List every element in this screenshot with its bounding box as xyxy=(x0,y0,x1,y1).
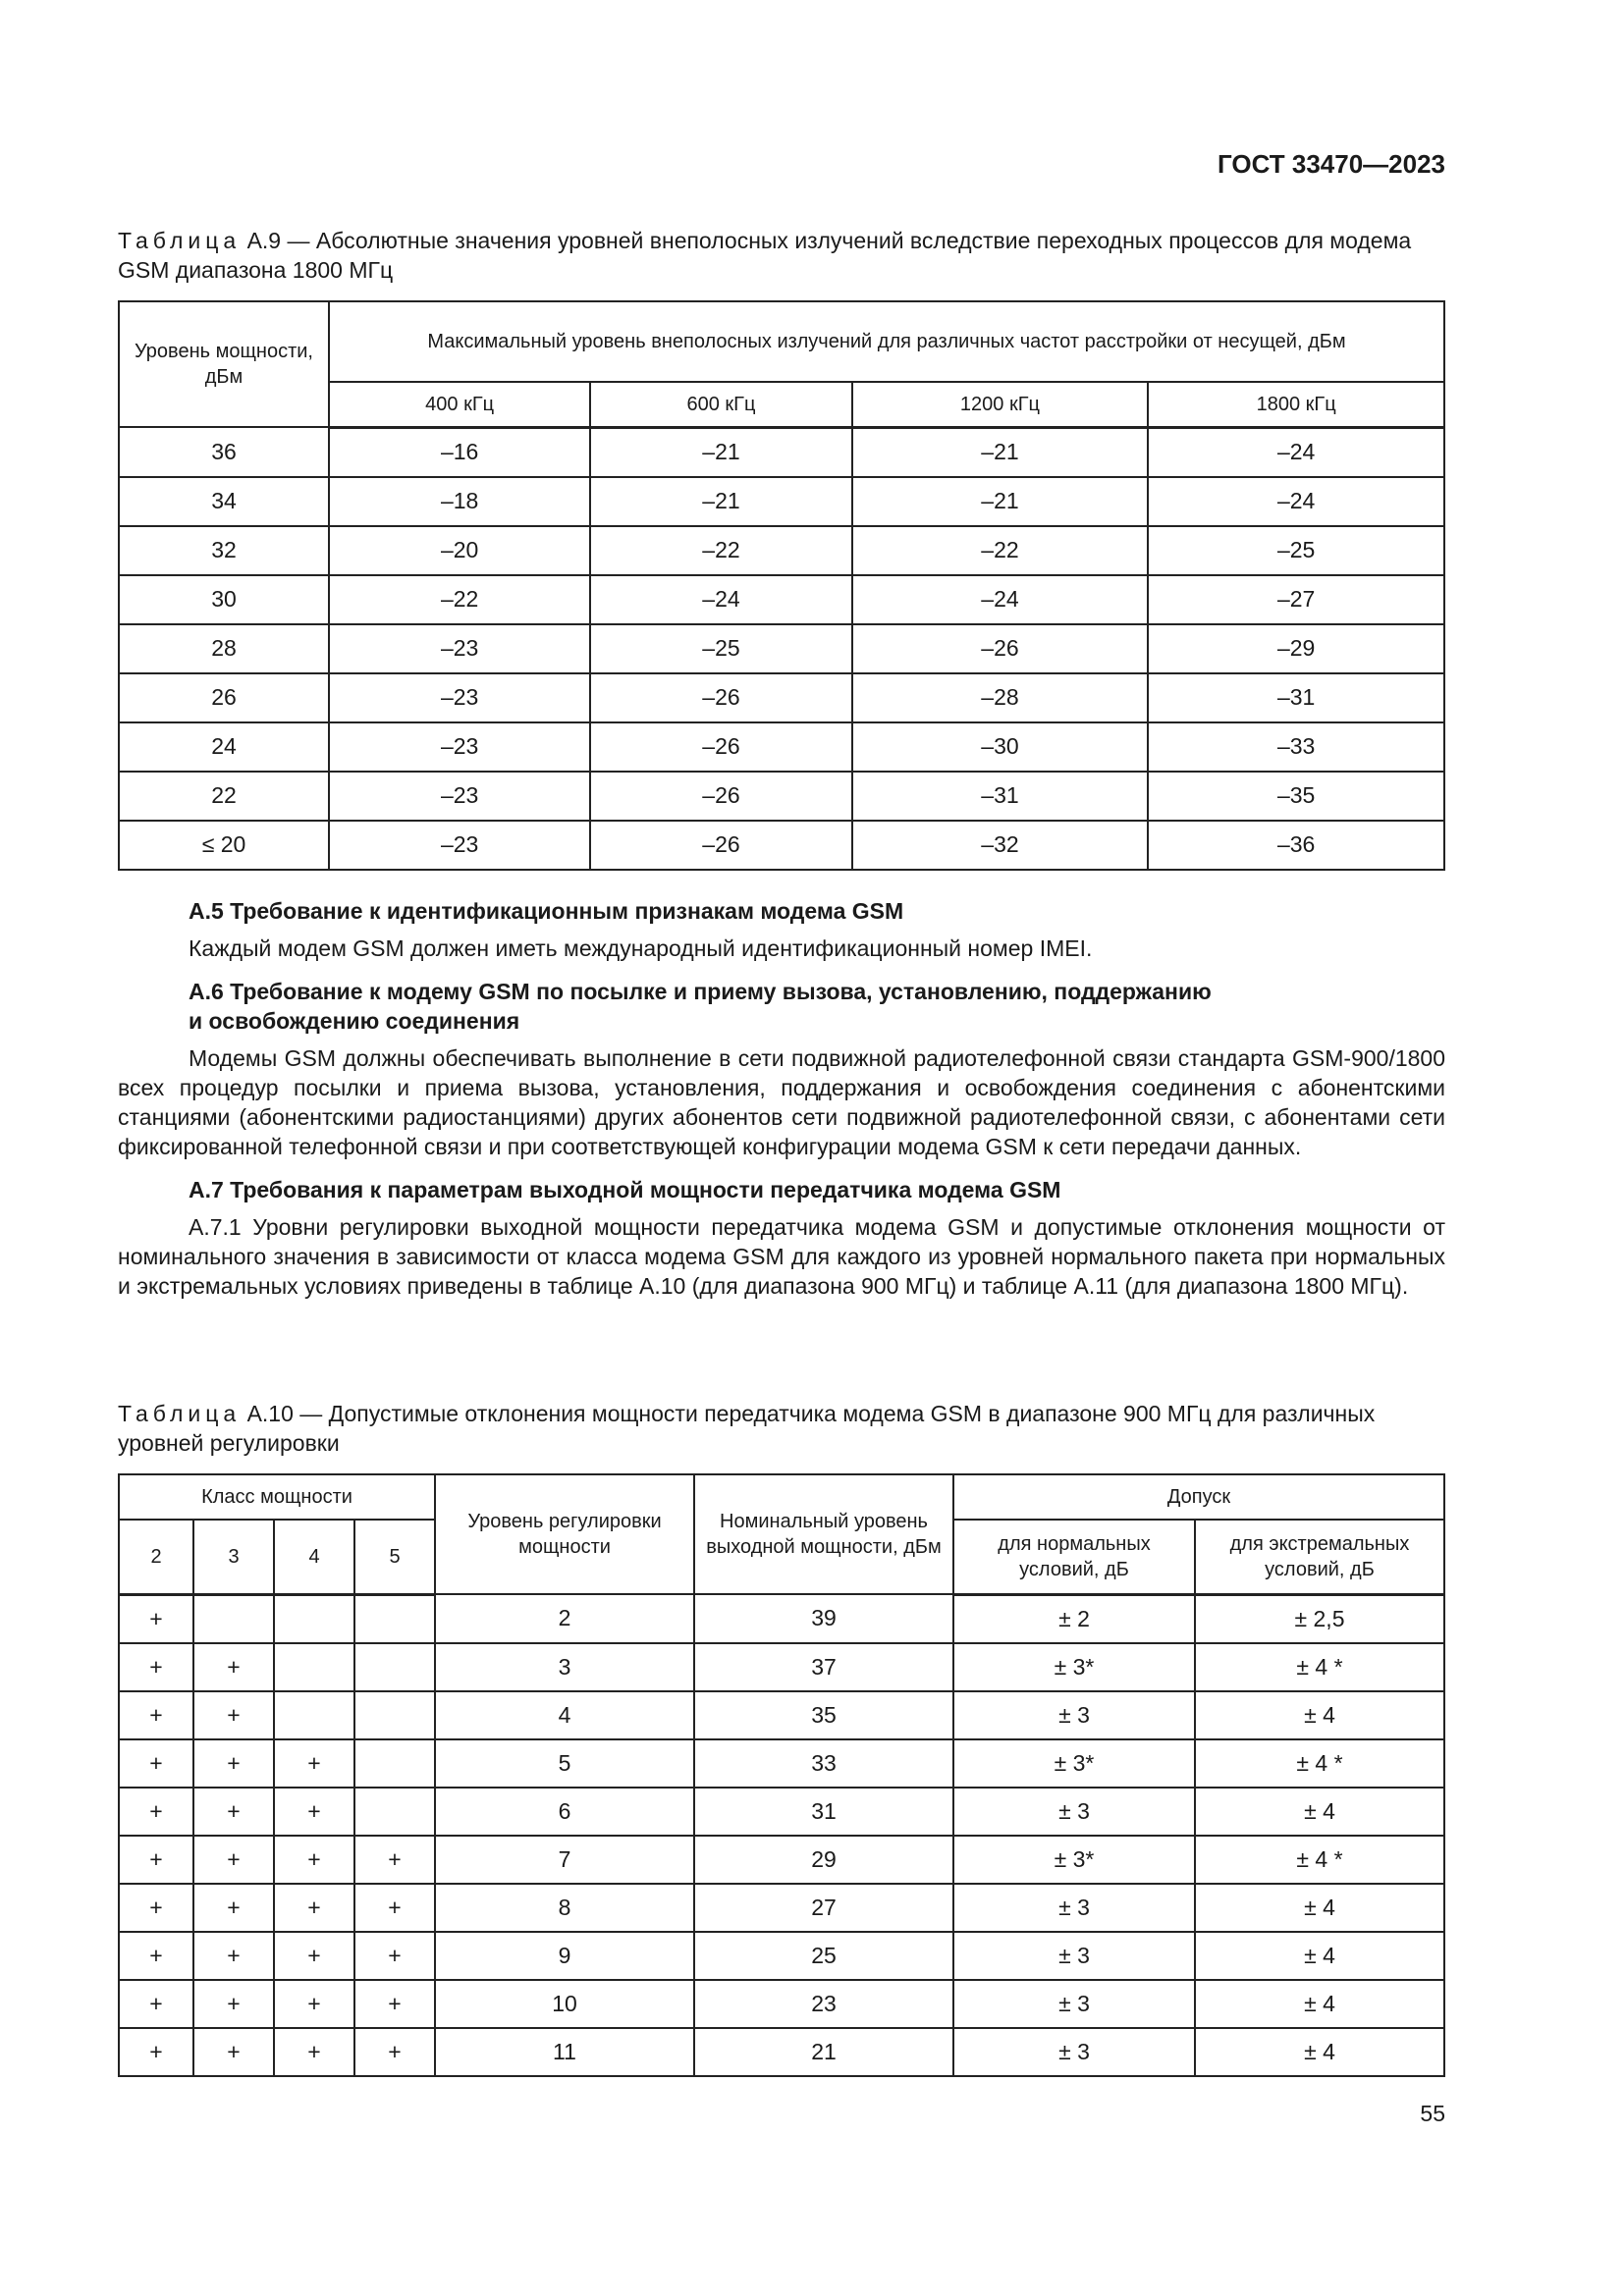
table-cell: + xyxy=(119,1594,193,1643)
table-row xyxy=(119,722,1444,772)
table-cell xyxy=(193,1594,274,1643)
table-cell: –23 xyxy=(329,624,590,673)
table-row xyxy=(119,624,1444,673)
table-cell: –16 xyxy=(329,427,590,477)
table-cell: ± 3 xyxy=(953,2028,1195,2076)
table-cell: ± 3* xyxy=(953,1836,1195,1884)
table-cell: –29 xyxy=(1148,624,1444,673)
table-cell: 9 xyxy=(435,1932,694,1980)
table-cell: 3 xyxy=(435,1643,694,1691)
table-cell: + xyxy=(274,2028,354,2076)
table-cell: 25 xyxy=(694,1932,953,1980)
table-cell: 36 xyxy=(119,427,329,477)
table-cell: + xyxy=(119,1691,193,1739)
table-cell: + xyxy=(119,1643,193,1691)
sections xyxy=(118,896,1445,1301)
table-cell: 30 xyxy=(119,575,329,624)
table-cell: –32 xyxy=(852,821,1149,870)
table-cell: + xyxy=(193,1691,274,1739)
table-cell: –31 xyxy=(1148,673,1444,722)
table-row xyxy=(119,1932,1444,1980)
table-cell: ± 2 xyxy=(953,1594,1195,1643)
section-a6-title-line1: А.6 Требование к модему GSM по посылке и приему вызова, установлению, поддержанию xyxy=(189,979,1212,1004)
table-row xyxy=(119,526,1444,575)
table-cell: –26 xyxy=(590,772,851,821)
table-cell: + xyxy=(193,2028,274,2076)
table-cell: ± 3 xyxy=(953,1788,1195,1836)
table-cell: ± 3* xyxy=(953,1739,1195,1788)
table-row xyxy=(119,1643,1444,1691)
table-cell: 39 xyxy=(694,1594,953,1643)
table-row xyxy=(119,1884,1444,1932)
table-cell: + xyxy=(354,1884,435,1932)
table-a10 xyxy=(118,1473,1445,2077)
table-cell: ± 3 xyxy=(953,1932,1195,1980)
table-cell: –35 xyxy=(1148,772,1444,821)
table-cell: ≤ 20 xyxy=(119,821,329,870)
table-cell xyxy=(354,1594,435,1643)
table-cell: ± 4 xyxy=(1195,1691,1444,1739)
table-cell: 31 xyxy=(694,1788,953,1836)
table-row xyxy=(119,575,1444,624)
class-3-header: 3 xyxy=(193,1520,274,1594)
table-cell: –26 xyxy=(590,722,851,772)
table-cell: 21 xyxy=(694,2028,953,2076)
table-cell: –21 xyxy=(852,427,1149,477)
table-row xyxy=(119,1788,1444,1836)
table-cell: –25 xyxy=(1148,526,1444,575)
table-cell: –24 xyxy=(1148,427,1444,477)
table-cell: + xyxy=(354,1836,435,1884)
page-number: 55 xyxy=(1420,2101,1445,2126)
col-power-header: Уровень мощности, дБм xyxy=(119,301,329,427)
table-cell: + xyxy=(119,1980,193,2028)
table-cell: 34 xyxy=(119,477,329,526)
freq-header: 1200 кГц xyxy=(852,382,1149,427)
table-cell: –30 xyxy=(852,722,1149,772)
table-cell xyxy=(354,1643,435,1691)
table-cell: 29 xyxy=(694,1836,953,1884)
table-row xyxy=(119,1691,1444,1739)
section-a6-text: Модемы GSM должны обеспечивать выполнение в сети подвижной радиотелефонной связи стандарта GSM-900/1800 всех процедур посылки и приема вызова, установления, поддержания и освобождения соединения с абонентскими станциями (абонентскими радиостанциями) других абонентов сети подвижной радиотелефонной связи, с абонентами сети фиксированной телефонной связи и при соответствующей конфигурации модема GSM к сети передачи данных. xyxy=(118,1045,1445,1159)
table-cell: –28 xyxy=(852,673,1149,722)
table-cell: –26 xyxy=(590,821,851,870)
table-cell: –23 xyxy=(329,722,590,772)
table-cell: –24 xyxy=(590,575,851,624)
table-cell: + xyxy=(119,1836,193,1884)
caption-label: Таблица xyxy=(118,1401,242,1426)
table-cell xyxy=(274,1594,354,1643)
table-cell xyxy=(274,1691,354,1739)
section-a6-title-line2: и освобождению соединения xyxy=(189,1008,520,1034)
table-cell: ± 4 xyxy=(1195,1788,1444,1836)
table-cell: –23 xyxy=(329,821,590,870)
table-cell: + xyxy=(119,1932,193,1980)
table-cell: 28 xyxy=(119,624,329,673)
class-5-header: 5 xyxy=(354,1520,435,1594)
table-cell: + xyxy=(193,1739,274,1788)
table-cell: 11 xyxy=(435,2028,694,2076)
table-cell: ± 4 xyxy=(1195,1980,1444,2028)
table-cell: + xyxy=(274,1932,354,1980)
class-2-header: 2 xyxy=(119,1520,193,1594)
table-row xyxy=(119,1836,1444,1884)
table-cell: 33 xyxy=(694,1739,953,1788)
table-cell: 23 xyxy=(694,1980,953,2028)
table-cell: + xyxy=(354,1980,435,2028)
table-cell: ± 2,5 xyxy=(1195,1594,1444,1643)
table-cell: 7 xyxy=(435,1836,694,1884)
table-cell: –23 xyxy=(329,673,590,722)
table-cell: 4 xyxy=(435,1691,694,1739)
caption-text: А.9 — Абсолютные значения уровней внеполосных излучений вследствие переходных процессов для модема GSM диапазона 1800 МГц xyxy=(118,228,1412,283)
table-cell: 5 xyxy=(435,1739,694,1788)
caption-label: Таблица xyxy=(118,228,242,253)
table-cell: + xyxy=(193,1836,274,1884)
table-row xyxy=(119,1980,1444,2028)
table-a9-caption xyxy=(118,226,1445,285)
table-cell: –36 xyxy=(1148,821,1444,870)
table-row xyxy=(119,1739,1444,1788)
section-a7-text: А.7.1 Уровни регулировки выходной мощности передатчика модема GSM и допустимые отклонения мощности от номинального значения в зависимости от класса модема GSM для каждого из уровней нормального пакета при нормальных и экстремальных условиях приведены в таблице А.10 (для диапазона 900 МГц) и таблице А.11 (для диапазона 1800 МГц). xyxy=(118,1214,1445,1299)
table-cell: 8 xyxy=(435,1884,694,1932)
table-cell xyxy=(354,1739,435,1788)
table-cell: –24 xyxy=(852,575,1149,624)
table-cell: + xyxy=(193,1884,274,1932)
col-tolerance-header: Допуск xyxy=(953,1474,1444,1520)
table-cell: 35 xyxy=(694,1691,953,1739)
table-cell: + xyxy=(119,2028,193,2076)
table-cell: –33 xyxy=(1148,722,1444,772)
table-cell: 32 xyxy=(119,526,329,575)
table-cell: + xyxy=(119,1739,193,1788)
table-cell: –20 xyxy=(329,526,590,575)
document-header: ГОСТ 33470—2023 xyxy=(1218,149,1445,179)
caption-text: А.10 — Допустимые отклонения мощности передатчика модема GSM в диапазоне 900 МГц для различных уровней регулировки xyxy=(118,1401,1376,1456)
freq-header: 600 кГц xyxy=(590,382,851,427)
table-cell: –26 xyxy=(852,624,1149,673)
col-level-header: Уровень регулировки мощности xyxy=(435,1474,694,1594)
col-extreme-header: для экстремальных условий, дБ xyxy=(1195,1520,1444,1594)
table-cell: ± 4 xyxy=(1195,2028,1444,2076)
table-a9 xyxy=(118,300,1445,871)
table-cell: –18 xyxy=(329,477,590,526)
table-cell: –21 xyxy=(590,427,851,477)
table-cell: + xyxy=(193,1932,274,1980)
table-cell: –21 xyxy=(852,477,1149,526)
table-a10-caption xyxy=(118,1399,1445,1458)
table-cell: –26 xyxy=(590,673,851,722)
table-cell xyxy=(274,1643,354,1691)
table-cell: + xyxy=(274,1788,354,1836)
section-a5-title: А.5 Требование к идентификационным признакам модема GSM xyxy=(189,898,904,924)
table-cell: ± 3 xyxy=(953,1691,1195,1739)
table-row xyxy=(119,673,1444,722)
table-cell: 27 xyxy=(694,1884,953,1932)
table-cell: –31 xyxy=(852,772,1149,821)
table-cell: + xyxy=(193,1643,274,1691)
section-a5-text: Каждый модем GSM должен иметь международный идентификационный номер IMEI. xyxy=(189,935,1093,961)
table-cell: ± 4 xyxy=(1195,1884,1444,1932)
table-cell: + xyxy=(354,1932,435,1980)
table-cell: –22 xyxy=(590,526,851,575)
table-cell: + xyxy=(119,1884,193,1932)
table-cell: ± 4 * xyxy=(1195,1739,1444,1788)
table-cell: –27 xyxy=(1148,575,1444,624)
table-cell: 6 xyxy=(435,1788,694,1836)
table-cell: –21 xyxy=(590,477,851,526)
table-row xyxy=(119,2028,1444,2076)
table-cell: + xyxy=(274,1739,354,1788)
table-cell: 22 xyxy=(119,772,329,821)
table-cell: + xyxy=(274,1884,354,1932)
table-cell: 10 xyxy=(435,1980,694,2028)
table-cell: + xyxy=(274,1836,354,1884)
table-cell: –25 xyxy=(590,624,851,673)
table-cell: 24 xyxy=(119,722,329,772)
freq-header: 400 кГц xyxy=(329,382,590,427)
freq-header: 1800 кГц xyxy=(1148,382,1444,427)
table-row xyxy=(119,1594,1444,1643)
table-cell: 2 xyxy=(435,1594,694,1643)
table-cell: ± 3 xyxy=(953,1884,1195,1932)
table-cell: –22 xyxy=(329,575,590,624)
table-row xyxy=(119,772,1444,821)
table-cell: 26 xyxy=(119,673,329,722)
section-a7-title: А.7 Требования к параметрам выходной мощности передатчика модема GSM xyxy=(189,1177,1061,1202)
table-cell: –22 xyxy=(852,526,1149,575)
table-cell: 37 xyxy=(694,1643,953,1691)
table-cell: + xyxy=(193,1980,274,2028)
col-nominal-header: Номинальный уровень выходной мощности, дБм xyxy=(694,1474,953,1594)
table-cell xyxy=(354,1788,435,1836)
table-cell: + xyxy=(354,2028,435,2076)
col-group-header: Максимальный уровень внеполосных излучений для различных частот расстройки от несущей, дБм xyxy=(329,301,1444,382)
table-row xyxy=(119,477,1444,526)
table-cell: ± 3* xyxy=(953,1643,1195,1691)
table-cell xyxy=(354,1691,435,1739)
table-row xyxy=(119,821,1444,870)
table-cell: ± 3 xyxy=(953,1980,1195,2028)
table-cell: –23 xyxy=(329,772,590,821)
col-normal-header: для нормальных условий, дБ xyxy=(953,1520,1195,1594)
class-4-header: 4 xyxy=(274,1520,354,1594)
table-cell: –24 xyxy=(1148,477,1444,526)
table-cell: ± 4 * xyxy=(1195,1643,1444,1691)
col-class-header: Класс мощности xyxy=(119,1474,435,1520)
table-cell: ± 4 * xyxy=(1195,1836,1444,1884)
table-cell: + xyxy=(193,1788,274,1836)
table-row xyxy=(119,427,1444,477)
table-cell: + xyxy=(274,1980,354,2028)
table-cell: ± 4 xyxy=(1195,1932,1444,1980)
table-cell: + xyxy=(119,1788,193,1836)
